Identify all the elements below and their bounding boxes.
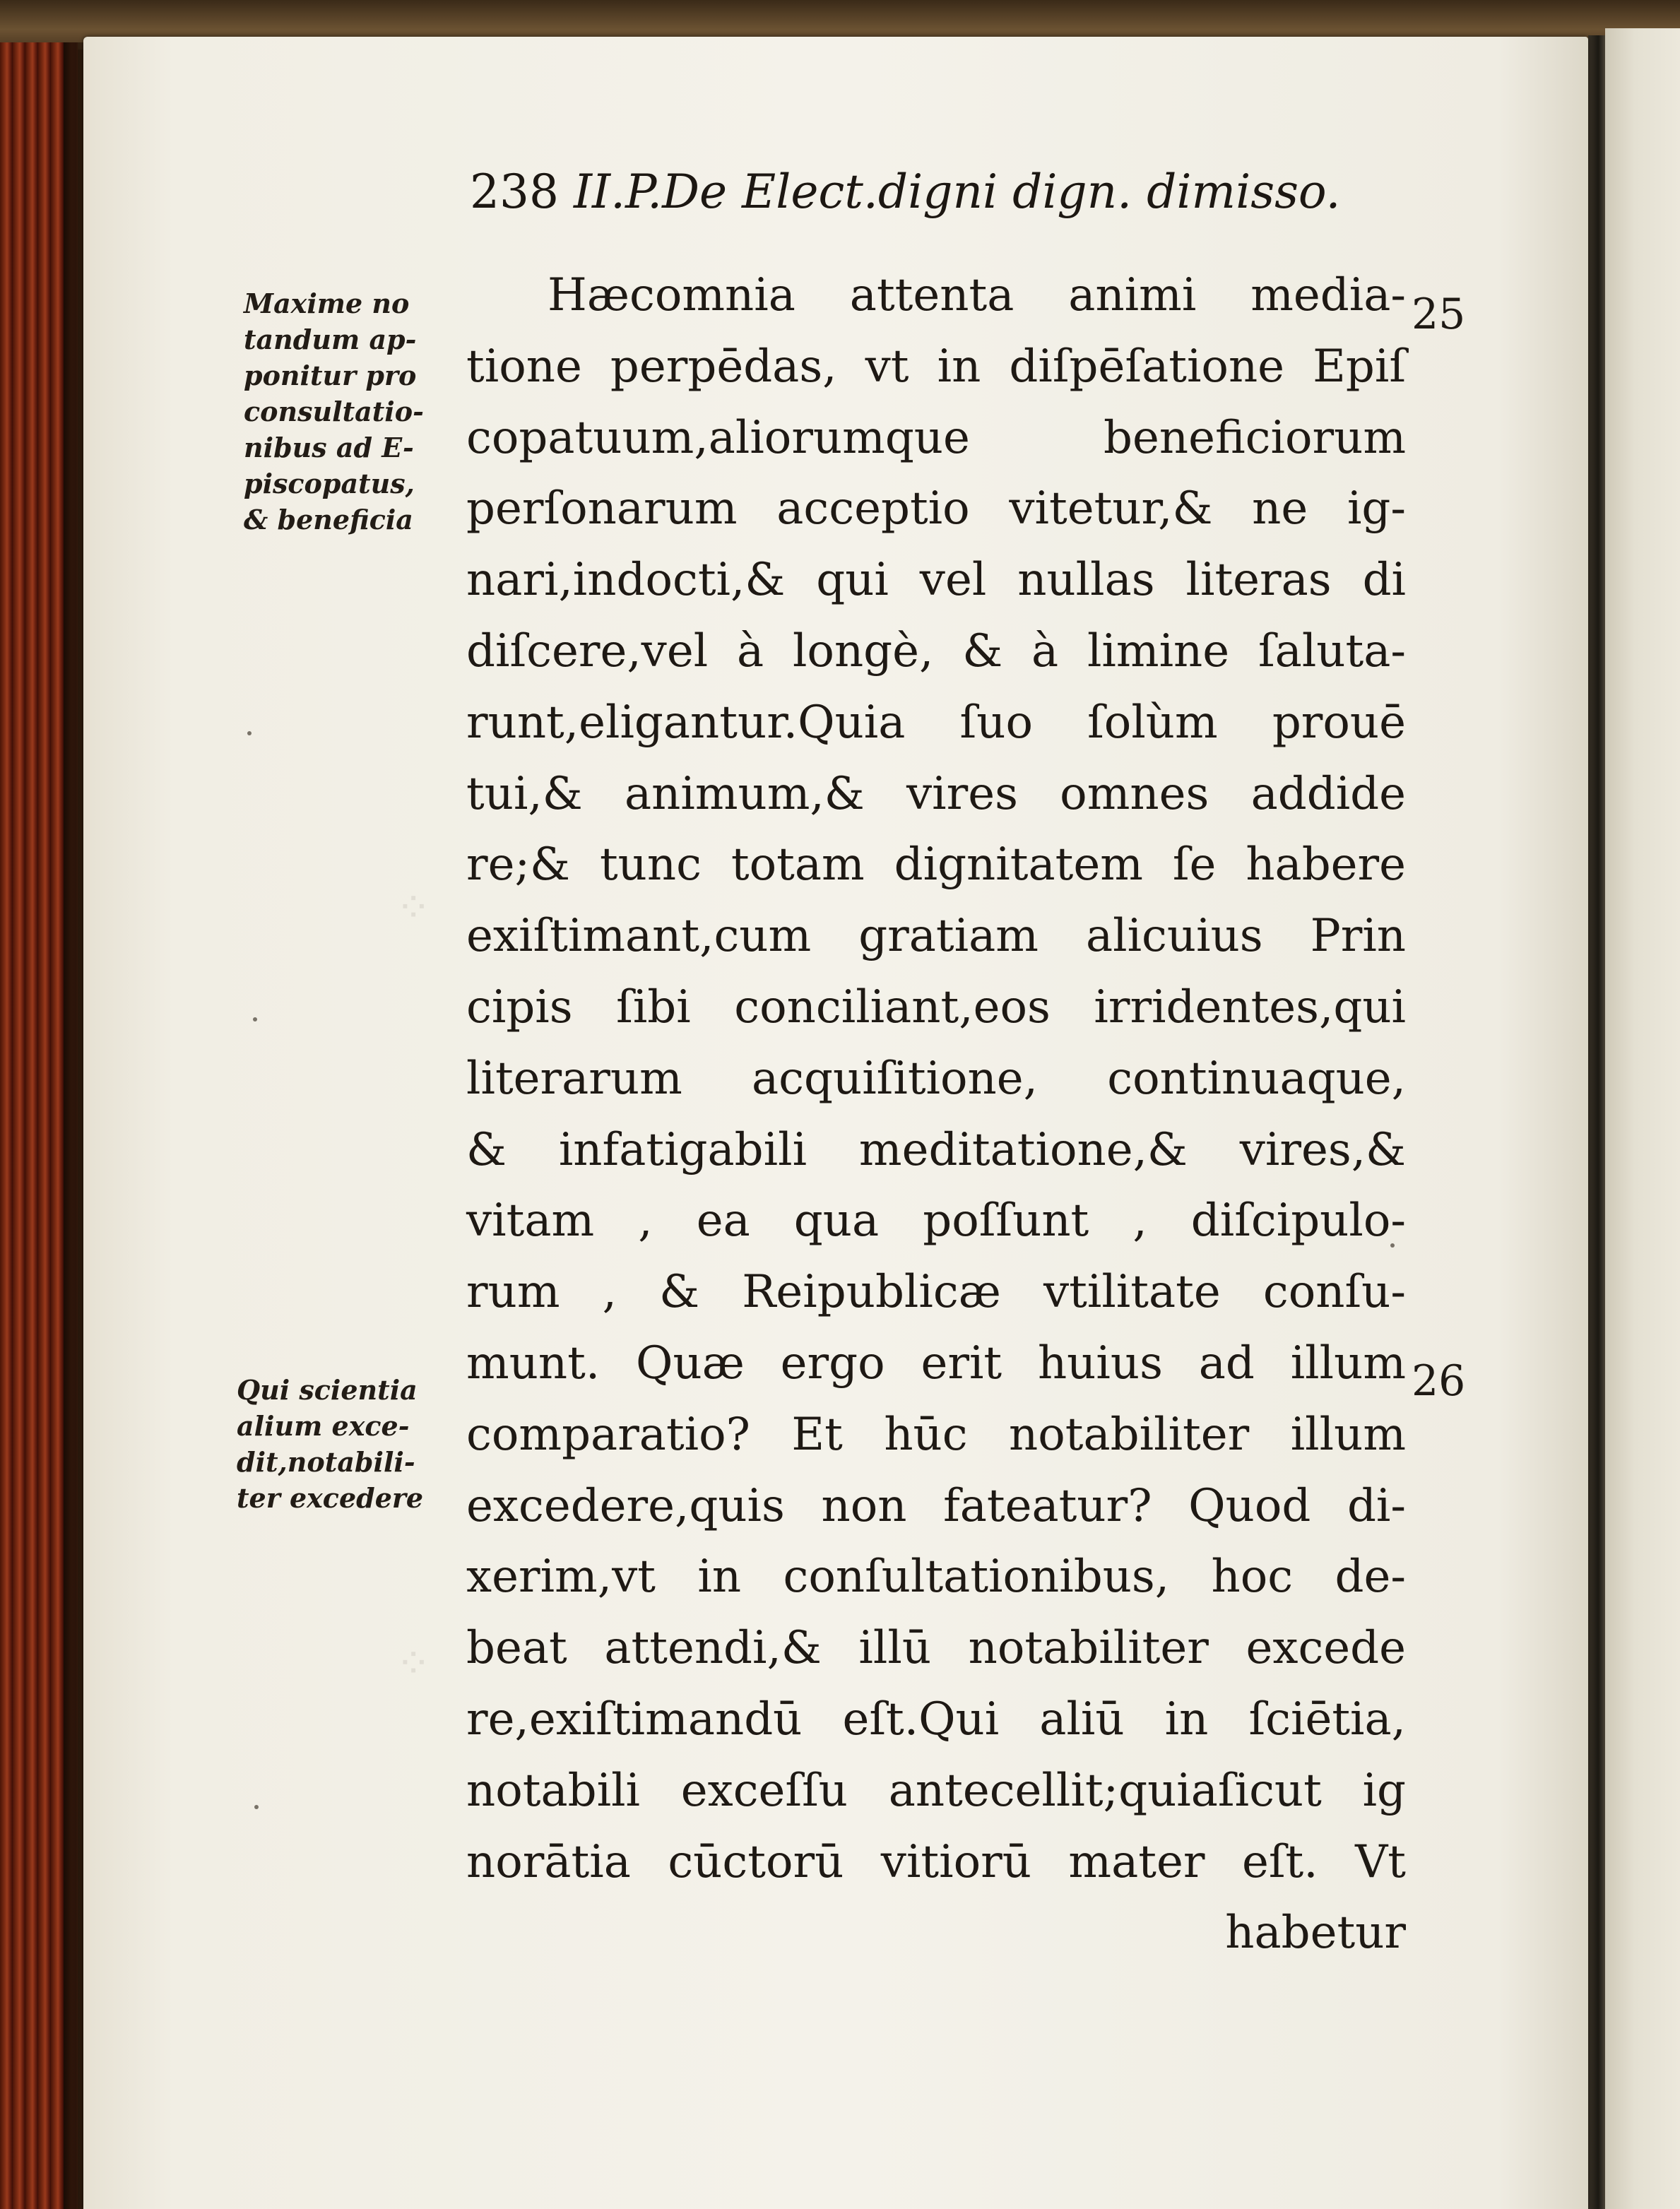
text-line: comparatio? Et hūc notabiliter illum (466, 1408, 1406, 1461)
margin-note-line: ter excedere (237, 1482, 424, 1514)
text-line: literarum acquiſitione, continuaque, (466, 1052, 1406, 1105)
text-line: runt,eligantur.Quia ſuo ſolùm prouē (466, 696, 1406, 749)
text-line: vitam , ea qua poſſunt , diſcipulo- (466, 1195, 1406, 1248)
page-number: 238 (470, 165, 559, 219)
text-line: perſonarum acceptio vitetur,& ne ig- (466, 482, 1406, 535)
margin-note-line: consultatio- (244, 396, 424, 427)
facing-page-edge (1605, 28, 1680, 2209)
margin-note-line: dit,notabili- (237, 1446, 415, 1478)
margin-note-line: tandum ap- (244, 324, 417, 355)
paper-speck (247, 731, 252, 735)
running-title: II.P.De Elect.digni dign. dimisso. (573, 165, 1341, 219)
text-line: tione perpēdas, vt in diſpēſatione Epiſ (466, 340, 1406, 393)
catchword: habetur (1225, 1907, 1406, 1960)
margin-note-1 (244, 285, 424, 538)
margin-note-line: nibus ad E- (244, 432, 414, 463)
margin-note-line: Maxime no (244, 288, 410, 319)
text-line: munt. Quæ ergo erit huius ad illum (466, 1337, 1406, 1390)
text-line: norātia cūctorū vitiorū mater eſt. Vt (466, 1835, 1406, 1888)
text-line: copatuum,aliorumque beneficiorum (466, 411, 1406, 464)
margin-note-line: alium exce- (237, 1410, 410, 1442)
running-header (470, 164, 1406, 220)
main-text-block (466, 260, 1406, 1969)
text-line: excedere,quis non fateatur? Quod di- (466, 1479, 1406, 1532)
text-line: re,exiſtimandū eſt.Qui aliū in ſciētia, (466, 1693, 1406, 1746)
margin-note-line: piscopatus, (244, 468, 415, 499)
margin-note-line: ponitur pro (244, 360, 417, 391)
text-line: Hæcomnia attenta animi media- (548, 269, 1406, 321)
text-line: re;& tunc totam dignitatem ſe habere (466, 839, 1406, 892)
text-line: notabili exceſſu antecellit;quiaſicut ig (466, 1764, 1406, 1817)
text-line: diſcere,vel à longè, & à limine ſaluta- (466, 624, 1406, 677)
text-line: cipis ſibi conciliant,eos irridentes,qui (466, 981, 1406, 1034)
text-line: xerim,vt in conſultationibus, hoc de- (466, 1551, 1406, 1604)
text-line: tui,& animum,& vires omnes addide (466, 767, 1406, 820)
margin-note-line: & beneficia (244, 504, 413, 535)
text-line: & infatigabili meditatione,& vires,& (466, 1123, 1406, 1176)
section-number-25: 25 (1412, 290, 1466, 339)
margin-note-line: Qui scientia (237, 1374, 418, 1406)
show-through-ghost: ⁘ (396, 883, 432, 932)
show-through-ghost: ⁘ (396, 1639, 432, 1688)
margin-note-2 (237, 1372, 423, 1516)
text-line: exiſtimant,cum gratiam alicuius Prin (466, 910, 1406, 963)
book-gutter (1588, 35, 1605, 2209)
paper-speck (253, 1017, 257, 1021)
text-line: beat attendi,& illū notabiliter excede (466, 1622, 1406, 1675)
section-number-26: 26 (1412, 1356, 1466, 1406)
text-line: rum , & Reipublicæ vtilitate conſu- (466, 1266, 1406, 1319)
paper-speck (254, 1805, 259, 1809)
text-line: nari,indocti,& qui vel nullas literas di (466, 554, 1406, 607)
